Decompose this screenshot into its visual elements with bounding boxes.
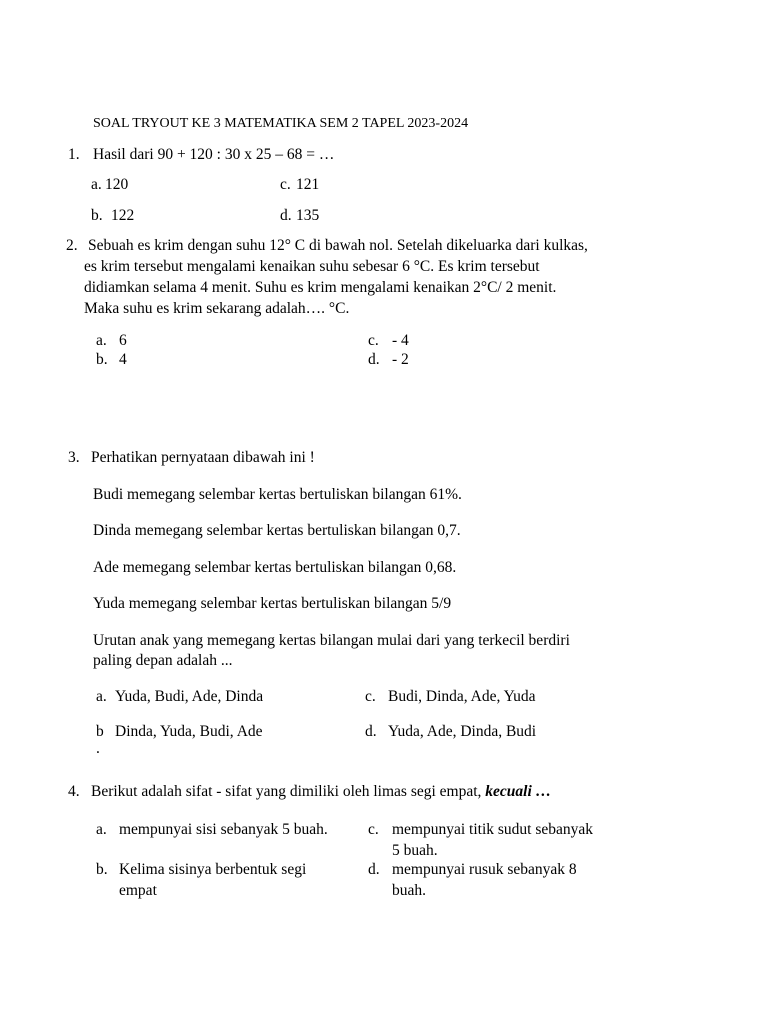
option-text: 135 xyxy=(296,207,320,224)
option-letter: d. xyxy=(365,723,377,740)
option-letter: b. xyxy=(91,207,103,224)
question-text: Hasil dari 90 + 120 : 30 x 25 – 68 = … xyxy=(93,146,335,163)
option-text: - 4 xyxy=(392,332,409,349)
option-text: mempunyai titik sudut sebanyak xyxy=(392,821,594,838)
question-text: Sebuah es krim dengan suhu 12° C di bawah nol. Setelah dikeluarka dari kulkas, xyxy=(88,237,588,254)
page-title: SOAL TRYOUT KE 3 MATEMATIKA SEM 2 TAPEL 2023-2024 xyxy=(93,116,469,131)
option-text: buah. xyxy=(392,882,427,899)
option-text: 5 buah. xyxy=(392,842,438,859)
option-text: mempunyai sisi sebanyak 5 buah. xyxy=(119,821,328,838)
option-letter: c. xyxy=(368,821,379,838)
option-letter: b. xyxy=(96,351,108,368)
option-text: empat xyxy=(119,882,157,899)
question-number: 1. xyxy=(68,146,80,163)
option-letter: b. xyxy=(96,861,108,878)
option-text: 121 xyxy=(296,176,320,193)
question-number: 3. xyxy=(68,449,80,466)
option-letter: a. xyxy=(96,688,107,705)
option-text: - 2 xyxy=(392,351,409,368)
option-letter: d. xyxy=(368,351,380,368)
question-number: 4. xyxy=(68,783,80,800)
statement-text: Budi memegang selembar kertas bertuliskan bilangan 61%. xyxy=(93,486,462,503)
option-letter: a. xyxy=(96,332,107,349)
option-text: mempunyai rusuk sebanyak 8 xyxy=(392,861,577,878)
statement-text: Dinda memegang selembar kertas bertuliskan bilangan 0,7. xyxy=(93,522,461,539)
question-stem-end: … xyxy=(531,783,552,800)
question-text xyxy=(91,784,551,800)
question-text: Urutan anak yang memegang kertas bilangan mulai dari yang terkecil berdiri xyxy=(93,632,570,649)
question-text: Maka suhu es krim sekarang adalah…. °C. xyxy=(84,300,350,317)
question-text: Perhatikan pernyataan dibawah ini ! xyxy=(91,449,315,466)
option-text: Budi, Dinda, Ade, Yuda xyxy=(388,688,536,705)
option-letter: a. xyxy=(91,176,102,193)
question-stem: Berikut adalah sifat - sifat yang dimiliki oleh limas segi empat, xyxy=(91,783,486,800)
option-letter: c. xyxy=(368,332,379,349)
option-text: 120 xyxy=(105,176,129,193)
option-text: 4 xyxy=(119,351,127,368)
option-letter: c. xyxy=(365,688,376,705)
option-text: Dinda, Yuda, Budi, Ade xyxy=(115,723,263,740)
option-text: Yuda, Ade, Dinda, Budi xyxy=(388,723,537,740)
emphasis-kecuali: kecuali xyxy=(485,783,532,800)
question-number: 2. xyxy=(66,237,78,254)
option-text: Kelima sisinya berbentuk segi xyxy=(119,861,307,878)
option-text: 6 xyxy=(119,332,127,349)
option-letter: b xyxy=(96,723,104,740)
question-text: es krim tersebut mengalami kenaikan suhu sebesar 6 °C. Es krim tersebut xyxy=(84,258,540,275)
option-letter: d. xyxy=(280,207,292,224)
option-letter: c. xyxy=(280,176,291,193)
statement-text: Ade memegang selembar kertas bertuliskan bilangan 0,68. xyxy=(93,559,457,576)
option-text: Yuda, Budi, Ade, Dinda xyxy=(115,688,264,705)
question-text: didiamkan selama 4 menit. Suhu es krim mengalami kenaikan 2°C/ 2 menit. xyxy=(84,279,557,296)
option-letter: a. xyxy=(96,821,107,838)
stray-dot: . xyxy=(96,740,100,757)
question-text: paling depan adalah ... xyxy=(93,652,233,669)
statement-text: Yuda memegang selembar kertas bertuliskan bilangan 5/9 xyxy=(93,595,452,612)
option-text: 122 xyxy=(111,207,135,224)
option-letter: d. xyxy=(368,861,380,878)
